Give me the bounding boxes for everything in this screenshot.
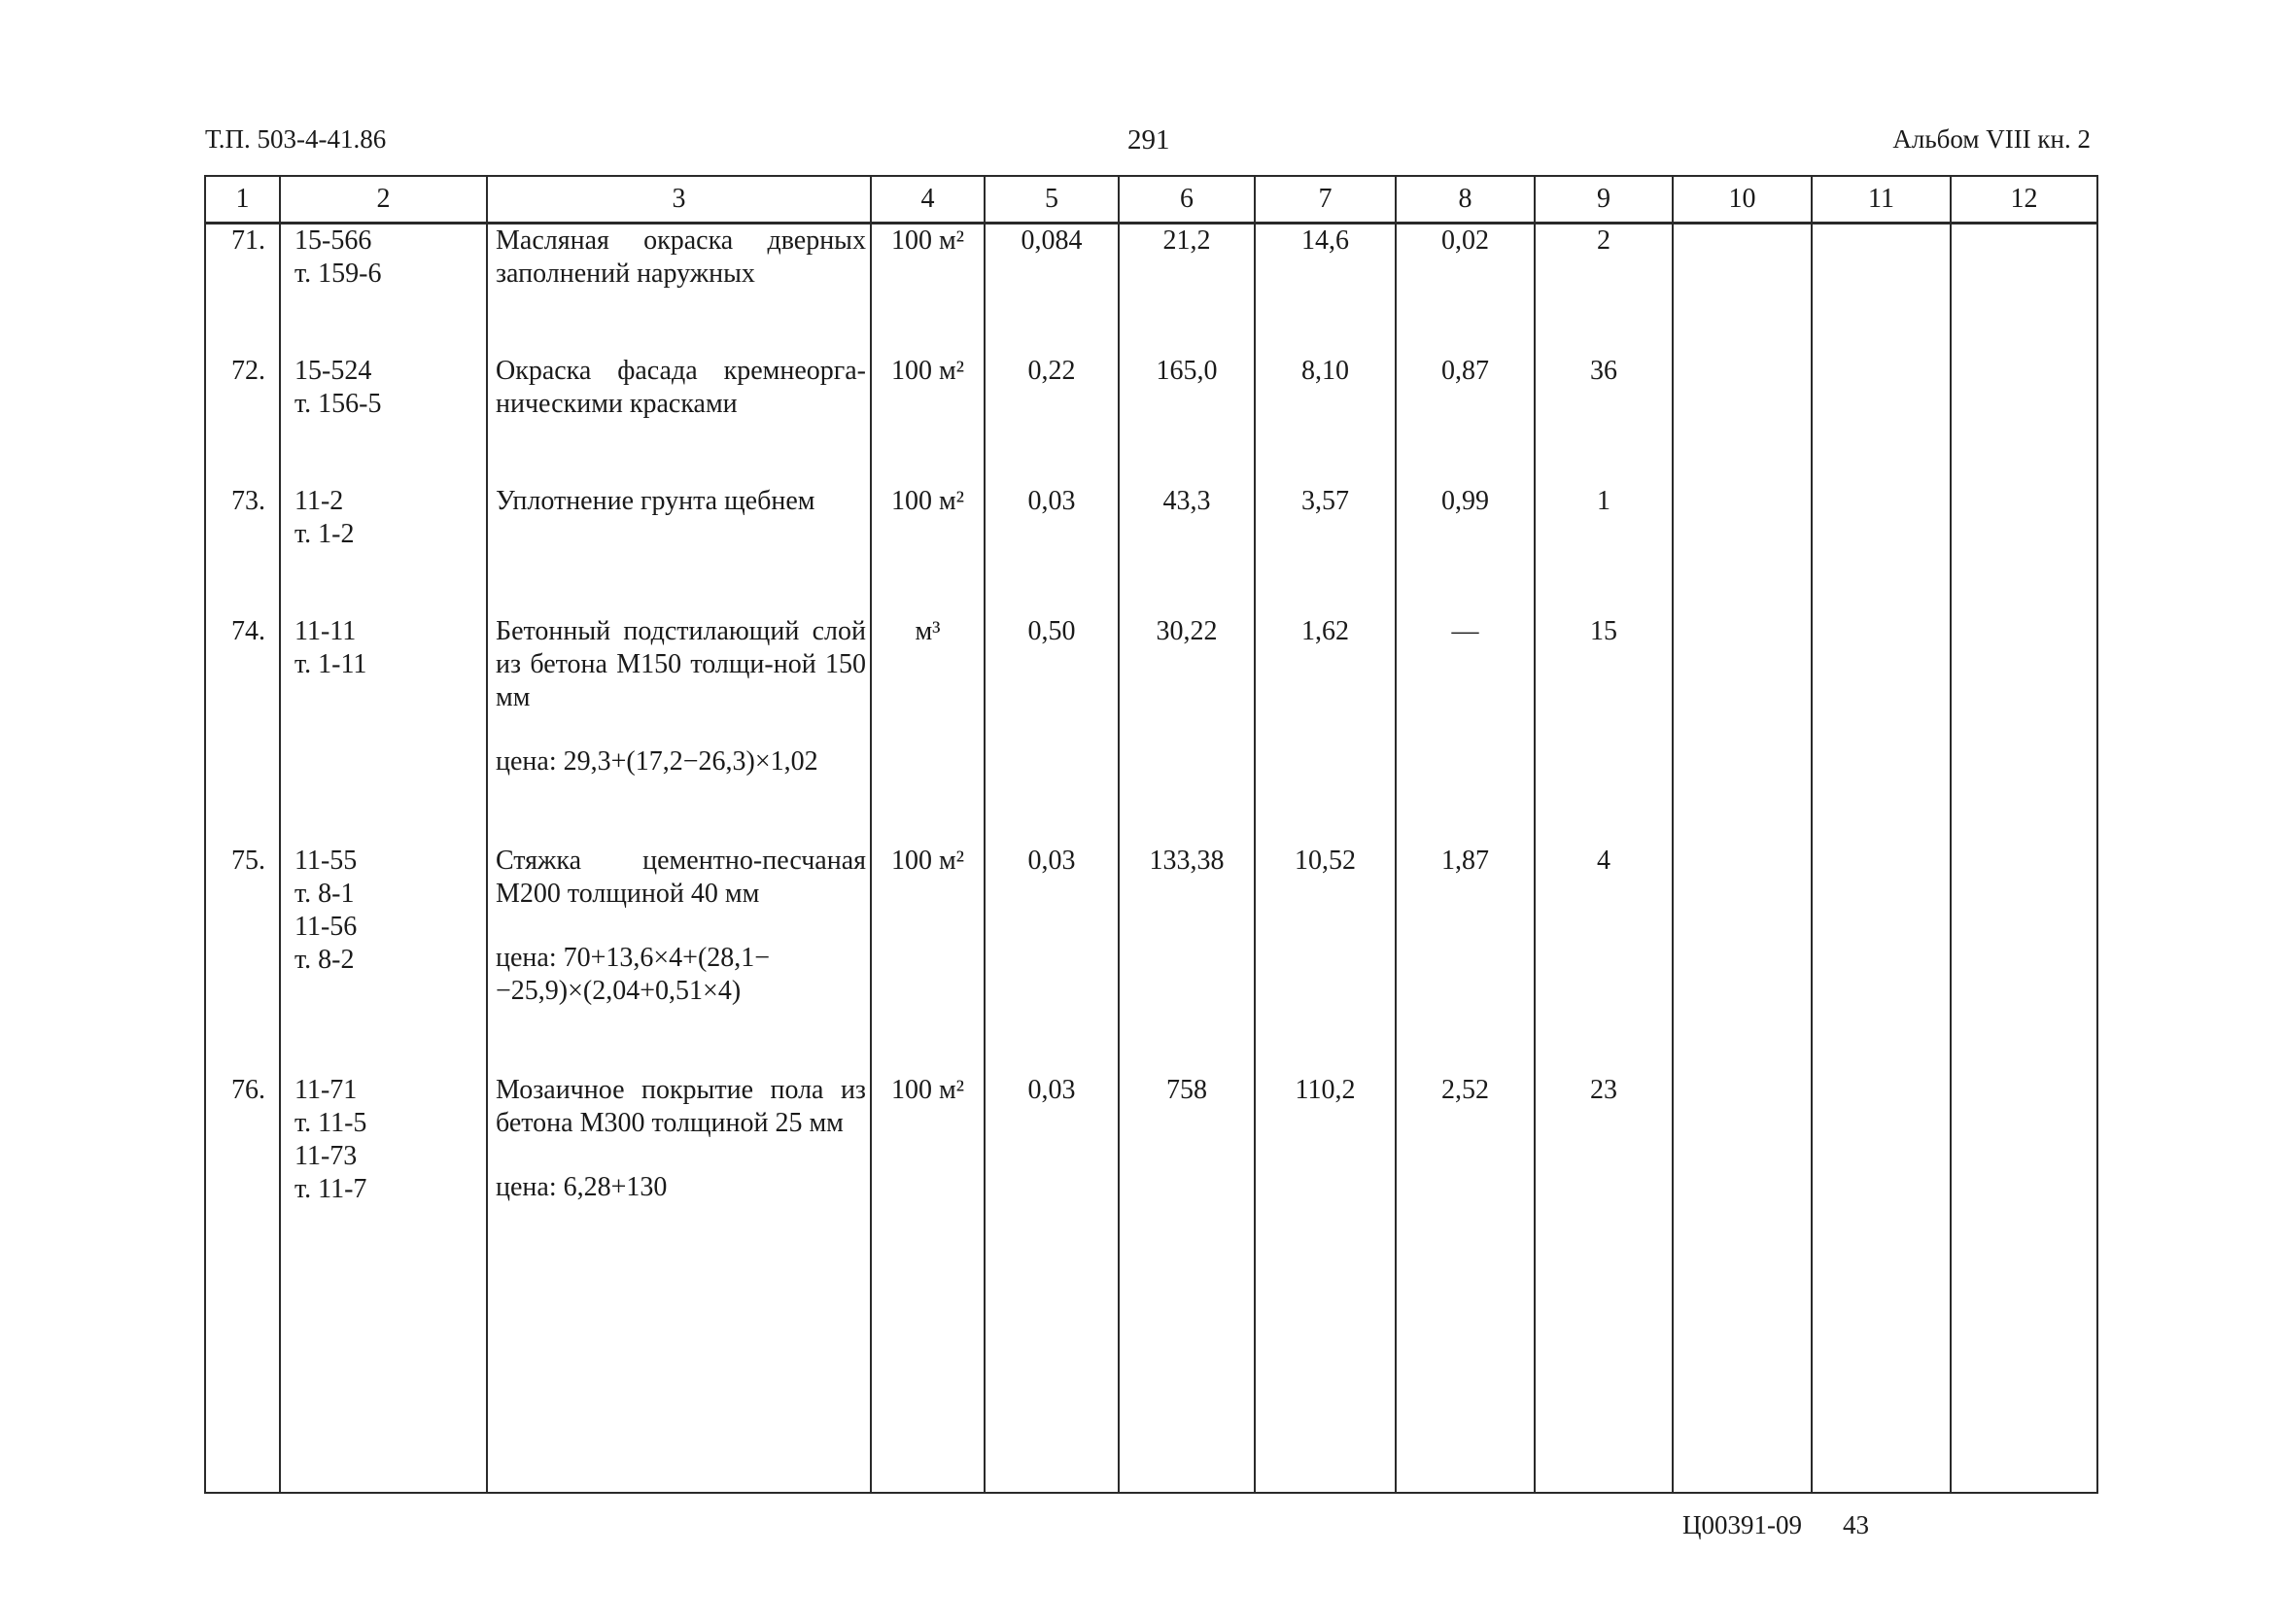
value-cell-c8 <box>1396 224 1535 356</box>
unit: 100 м² <box>890 486 965 516</box>
value-c7: 14,6 <box>1301 225 1349 256</box>
value-c8: — <box>1451 616 1479 646</box>
value-cell-c9 <box>1535 224 1673 356</box>
value-cell-c8 <box>1396 355 1535 485</box>
unit-cell <box>871 615 985 845</box>
value-c7: 8,10 <box>1301 356 1349 386</box>
unit-cell <box>871 355 985 485</box>
norm-code-cell <box>280 1074 487 1493</box>
value-c5: 0,084 <box>1021 225 1083 256</box>
column-number-9: 9 <box>1535 176 1673 224</box>
price-formula-line: цена: 70+13,6×4+(28,1− <box>496 943 771 973</box>
value-c7: 3,57 <box>1301 486 1349 516</box>
value-cell-c6 <box>1119 485 1255 615</box>
value-c5: 0,03 <box>1027 486 1076 516</box>
row-number: 72. <box>231 356 265 386</box>
value-cell-c8 <box>1396 485 1535 615</box>
work-name-cell <box>487 615 871 845</box>
value-c7: 1,62 <box>1301 616 1349 646</box>
value-cell-c7 <box>1255 845 1396 1074</box>
table-body <box>205 224 2097 1494</box>
specification-table <box>204 175 2098 1494</box>
work-name: Масляная окраска дверных заполнений наружных <box>496 225 866 289</box>
table-row <box>205 485 2097 615</box>
price-formula-line: −25,9)×(2,04+0,51×4) <box>496 976 742 1006</box>
value-cell-c11 <box>1812 224 1951 356</box>
value-cell-c8 <box>1396 1074 1535 1493</box>
norm-code: 11-71 <box>294 1075 358 1105</box>
work-name-cell <box>487 1074 871 1493</box>
sheet-number: 43 <box>1843 1510 1869 1539</box>
value-cell-c9 <box>1535 845 1673 1074</box>
table-row <box>205 845 2097 1074</box>
value-cell-c10 <box>1673 1074 1812 1493</box>
value-cell-c12 <box>1951 845 2097 1074</box>
column-number-8: 8 <box>1396 176 1535 224</box>
value-c7: 10,52 <box>1295 846 1356 876</box>
value-c5: 0,03 <box>1027 846 1076 876</box>
value-cell-c11 <box>1812 1074 1951 1493</box>
value-cell-c9 <box>1535 615 1673 845</box>
value-cell-c11 <box>1812 355 1951 485</box>
unit: 100 м² <box>890 1075 965 1105</box>
value-cell-c8 <box>1396 845 1535 1074</box>
value-c6: 758 <box>1166 1075 1207 1105</box>
price-formula-line: цена: 29,3+(17,2−26,3)×1,02 <box>496 746 818 777</box>
column-number-11: 11 <box>1812 176 1951 224</box>
norm-code: 15-566 <box>294 225 372 256</box>
value-c6: 165,0 <box>1156 356 1218 386</box>
work-name: Стяжка цементно-песчаная М200 толщиной 40 мм <box>496 846 866 909</box>
norm-code: т. 8-1 <box>294 879 355 909</box>
unit-cell <box>871 224 985 356</box>
norm-code: 11-2 <box>294 486 344 516</box>
album-label: Альбом VIII кн. 2 <box>1892 124 2091 154</box>
norm-code: 11-73 <box>294 1141 358 1171</box>
unit-cell <box>871 1074 985 1493</box>
column-number-12: 12 <box>1951 176 2097 224</box>
row-number: 74. <box>231 616 265 646</box>
row-number-cell <box>205 355 280 485</box>
value-cell-c7 <box>1255 1074 1396 1493</box>
row-number: 73. <box>231 486 265 516</box>
value-c8: 2,52 <box>1441 1075 1489 1105</box>
work-name-cell <box>487 224 871 356</box>
row-number-cell <box>205 845 280 1074</box>
value-cell-c12 <box>1951 1074 2097 1493</box>
work-name-cell <box>487 485 871 615</box>
value-cell-c10 <box>1673 845 1812 1074</box>
work-name: Окраска фасада кремнеорга-ническими красками <box>496 356 866 419</box>
norm-code-cell <box>280 355 487 485</box>
norm-code: 15-524 <box>294 356 372 386</box>
document-cipher: Ц00391-09 <box>1682 1510 1802 1539</box>
column-number-4: 4 <box>871 176 985 224</box>
value-c8: 0,87 <box>1441 356 1489 386</box>
table-row <box>205 615 2097 845</box>
value-cell-c6 <box>1119 355 1255 485</box>
value-c9: 15 <box>1590 616 1617 646</box>
work-name-cell <box>487 845 871 1074</box>
norm-code: 11-11 <box>294 616 357 646</box>
value-cell-c10 <box>1673 485 1812 615</box>
norm-code-cell <box>280 845 487 1074</box>
value-c5: 0,50 <box>1027 616 1076 646</box>
norm-code: т. 8-2 <box>294 945 355 975</box>
value-c6: 43,3 <box>1162 486 1211 516</box>
work-name: Уплотнение грунта щебнем <box>496 486 815 516</box>
column-number-6: 6 <box>1119 176 1255 224</box>
norm-code: 11-56 <box>294 912 358 942</box>
value-cell-c10 <box>1673 615 1812 845</box>
value-cell-c11 <box>1812 615 1951 845</box>
row-number: 76. <box>231 1075 265 1105</box>
norm-code: т. 159-6 <box>294 259 382 289</box>
value-c9: 36 <box>1590 356 1617 386</box>
unit: 100 м² <box>890 846 965 876</box>
value-c9: 4 <box>1597 846 1610 876</box>
row-number-cell <box>205 485 280 615</box>
value-cell-c5 <box>985 615 1119 845</box>
column-number-1: 1 <box>205 176 280 224</box>
value-c9: 23 <box>1590 1075 1617 1105</box>
value-c5: 0,22 <box>1027 356 1076 386</box>
column-number-row <box>205 176 2097 224</box>
value-cell-c5 <box>985 224 1119 356</box>
norm-code: т. 156-5 <box>294 389 382 419</box>
value-cell-c7 <box>1255 615 1396 845</box>
value-cell-c12 <box>1951 224 2097 356</box>
value-cell-c8 <box>1396 615 1535 845</box>
value-cell-c11 <box>1812 485 1951 615</box>
value-c8: 1,87 <box>1441 846 1489 876</box>
unit: 100 м² <box>890 225 965 256</box>
row-number-cell <box>205 615 280 845</box>
row-number: 75. <box>231 846 265 876</box>
value-c8: 0,02 <box>1441 225 1489 256</box>
value-c6: 133,38 <box>1149 846 1225 876</box>
row-number-cell <box>205 224 280 356</box>
unit-cell <box>871 845 985 1074</box>
value-cell-c12 <box>1951 355 2097 485</box>
value-c6: 30,22 <box>1156 616 1218 646</box>
value-c7: 110,2 <box>1295 1075 1356 1105</box>
row-number-cell <box>205 1074 280 1493</box>
price-formula <box>496 1171 866 1204</box>
column-number-3: 3 <box>487 176 871 224</box>
value-c9: 1 <box>1597 486 1610 516</box>
value-cell-c12 <box>1951 615 2097 845</box>
value-cell-c6 <box>1119 615 1255 845</box>
norm-code: т. 11-5 <box>294 1108 367 1138</box>
value-c6: 21,2 <box>1162 225 1211 256</box>
work-name-cell <box>487 355 871 485</box>
table-row <box>205 1074 2097 1493</box>
value-cell-c10 <box>1673 355 1812 485</box>
value-cell-c9 <box>1535 1074 1673 1493</box>
value-cell-c11 <box>1812 845 1951 1074</box>
work-name: Бетонный подстилающий слой из бетона М150 толщи-ной 150 мм <box>496 616 866 712</box>
value-cell-c12 <box>1951 485 2097 615</box>
document-code: Т.П. 503-4-41.86 <box>205 124 387 154</box>
unit: м³ <box>915 616 941 646</box>
price-formula <box>496 745 866 778</box>
row-number: 71. <box>231 225 265 256</box>
value-cell-c10 <box>1673 224 1812 356</box>
column-number-7: 7 <box>1255 176 1396 224</box>
value-cell-c9 <box>1535 355 1673 485</box>
value-cell-c7 <box>1255 355 1396 485</box>
norm-code: т. 1-2 <box>294 519 355 549</box>
value-c5: 0,03 <box>1027 1075 1076 1105</box>
norm-code: 11-55 <box>294 846 358 876</box>
norm-code-cell <box>280 615 487 845</box>
page-number: 291 <box>1127 124 1170 155</box>
work-name: Мозаичное покрытие пола из бетона М300 толщиной 25 мм <box>496 1075 866 1138</box>
norm-code: т. 11-7 <box>294 1174 367 1204</box>
value-cell-c7 <box>1255 485 1396 615</box>
value-c9: 2 <box>1597 225 1610 256</box>
value-cell-c5 <box>985 485 1119 615</box>
value-cell-c6 <box>1119 224 1255 356</box>
value-c8: 0,99 <box>1441 486 1489 516</box>
norm-code: т. 1-11 <box>294 649 367 679</box>
unit-cell <box>871 485 985 615</box>
column-number-10: 10 <box>1673 176 1812 224</box>
column-number-2: 2 <box>280 176 487 224</box>
price-formula <box>496 942 866 1008</box>
norm-code-cell <box>280 485 487 615</box>
value-cell-c6 <box>1119 845 1255 1074</box>
value-cell-c5 <box>985 355 1119 485</box>
value-cell-c5 <box>985 845 1119 1074</box>
table-row <box>205 224 2097 356</box>
value-cell-c7 <box>1255 224 1396 356</box>
value-cell-c6 <box>1119 1074 1255 1493</box>
norm-code-cell <box>280 224 487 356</box>
price-formula-line: цена: 6,28+130 <box>496 1172 668 1202</box>
value-cell-c5 <box>985 1074 1119 1493</box>
unit: 100 м² <box>890 356 965 386</box>
column-number-5: 5 <box>985 176 1119 224</box>
value-cell-c9 <box>1535 485 1673 615</box>
table-row <box>205 355 2097 485</box>
